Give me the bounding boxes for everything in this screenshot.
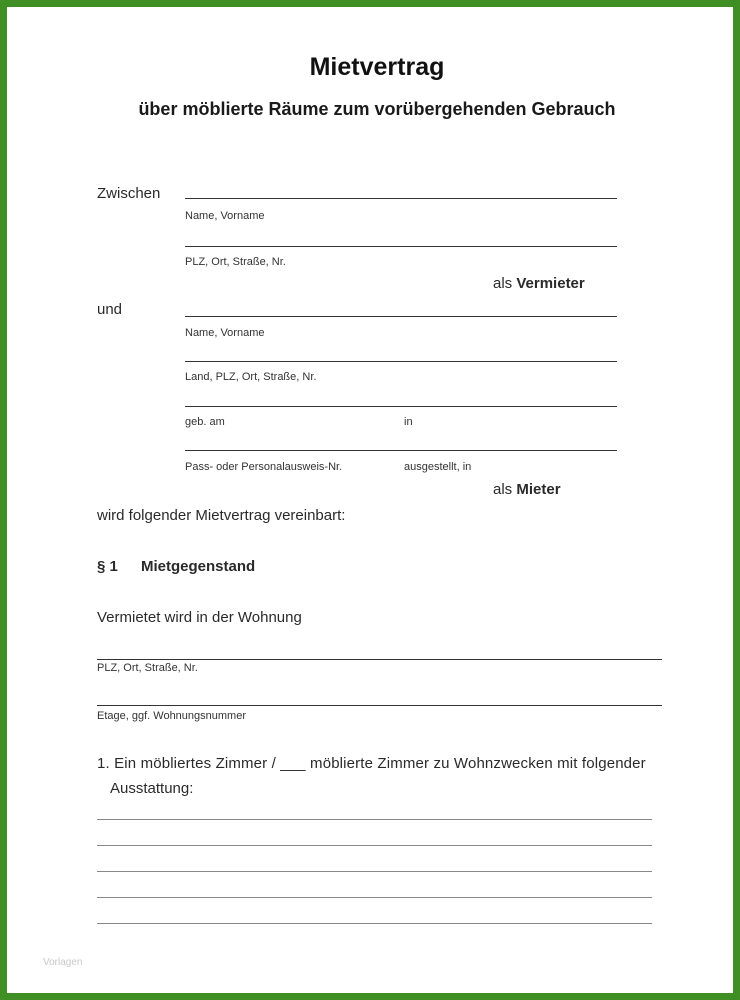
tenant-address-line[interactable] [185, 361, 617, 362]
tenant-birth-line[interactable] [185, 406, 617, 407]
rental-address-label: PLZ, Ort, Straße, Nr. [97, 662, 198, 674]
equipment-line-1[interactable] [97, 819, 652, 820]
tenant-name-label: Name, Vorname [185, 327, 265, 339]
birth-date-label: geb. am [185, 416, 225, 428]
item-1-text: 1. Ein möbliertes Zimmer / ___ möblierte Zimmer zu Wohnzwecken mit folgender [97, 755, 646, 772]
landlord-name-line[interactable] [185, 198, 617, 199]
document-subtitle: über möblierte Räume zum vorübergehenden Gebrauch [138, 99, 616, 119]
rental-address-line[interactable] [97, 659, 662, 660]
landlord-role: Vermieter [516, 275, 585, 292]
document-title: Mietvertrag [309, 53, 445, 81]
watermark-text: Vorlagen [43, 957, 83, 968]
equipment-line-3[interactable] [97, 871, 652, 872]
agreement-text: wird folgender Mietvertrag vereinbart: [97, 507, 346, 524]
tenant-id-line[interactable] [185, 450, 617, 451]
equipment-line-4[interactable] [97, 897, 652, 898]
id-number-label: Pass- oder Personalausweis-Nr. [185, 461, 343, 473]
as-tenant-prefix: als [493, 481, 513, 498]
landlord-address-line[interactable] [185, 246, 617, 247]
section-1-heading: Mietgegenstand [141, 558, 256, 575]
section-1-number: § 1 [97, 558, 118, 575]
tenant-role: Mieter [516, 481, 561, 498]
id-issued-label: ausgestellt, in [404, 461, 472, 473]
tenant-name-line[interactable] [185, 316, 617, 317]
between-label: Zwischen [97, 185, 161, 202]
equipment-line-2[interactable] [97, 845, 652, 846]
as-landlord-prefix: als [493, 275, 513, 292]
birth-place-label: in [404, 416, 413, 428]
landlord-address-label: PLZ, Ort, Straße, Nr. [185, 256, 286, 268]
landlord-name-label: Name, Vorname [185, 210, 265, 222]
equipment-line-5[interactable] [97, 923, 652, 924]
floor-label: Etage, ggf. Wohnungsnummer [97, 710, 246, 722]
as-landlord-label [493, 275, 585, 292]
tenant-address-label: Land, PLZ, Ort, Straße, Nr. [185, 371, 317, 383]
and-label: und [97, 301, 123, 318]
item-1-continuation: Ausstattung: [110, 780, 194, 797]
as-tenant-label [493, 481, 561, 498]
rental-intro: Vermietet wird in der Wohnung [97, 609, 302, 626]
floor-line[interactable] [97, 705, 662, 706]
